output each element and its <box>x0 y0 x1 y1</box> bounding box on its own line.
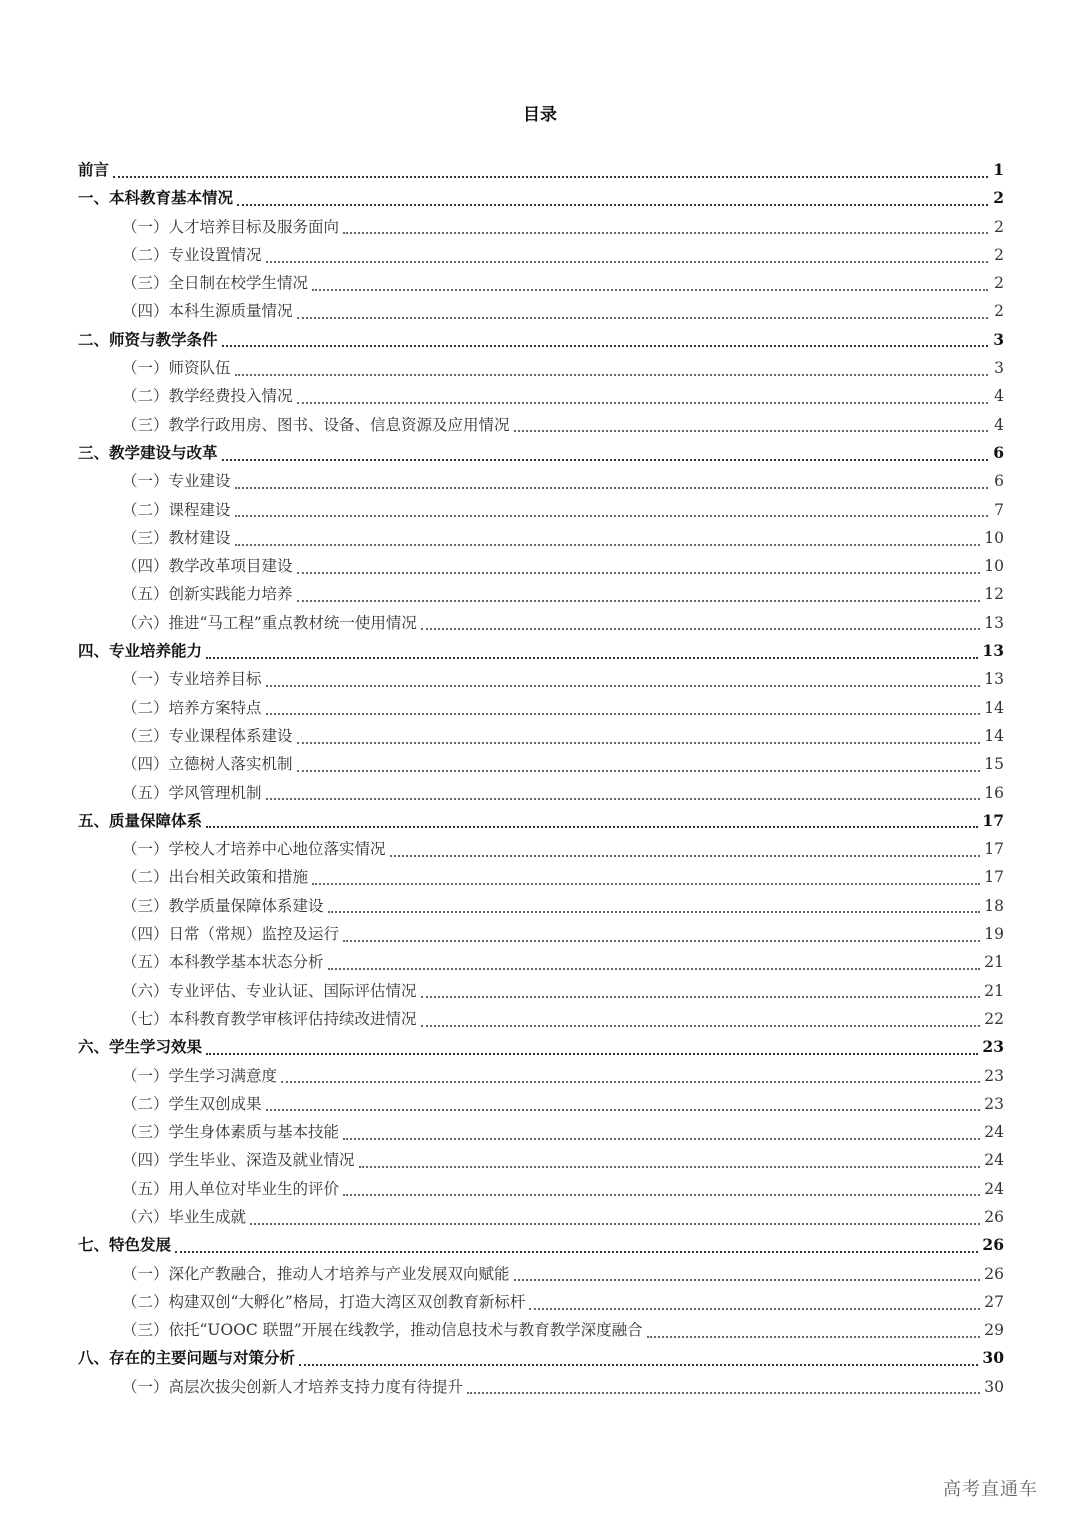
toc-subsection-entry[interactable] <box>78 1373 1004 1401</box>
dot-leader <box>237 203 988 206</box>
dot-leader <box>343 939 980 942</box>
toc-subsection-entry[interactable] <box>78 1146 1004 1174</box>
toc-subsection-entry[interactable] <box>78 1203 1004 1231</box>
dot-leader <box>421 1024 981 1027</box>
toc-page-number: 17 <box>982 810 1004 830</box>
toc-page-number: 18 <box>984 896 1004 915</box>
toc-page-number: 14 <box>984 726 1004 745</box>
dot-leader <box>312 882 980 885</box>
toc-page-number: 24 <box>984 1123 1004 1142</box>
toc-entry-label: 前言 <box>78 161 110 179</box>
toc-page-number: 4 <box>994 387 1004 406</box>
dot-leader <box>266 1108 981 1111</box>
dot-leader <box>281 1080 980 1083</box>
toc-section-entry[interactable] <box>78 1231 1004 1259</box>
toc-page-number: 10 <box>984 557 1004 576</box>
toc-page-number: 13 <box>984 613 1004 632</box>
toc-page-number: 23 <box>984 1094 1004 1113</box>
dot-leader <box>390 854 981 857</box>
toc-page-number: 15 <box>984 755 1004 774</box>
toc-section-entry[interactable] <box>78 807 1004 835</box>
dot-leader <box>343 231 988 234</box>
toc-entry-label: 二、师资与教学条件 <box>78 330 218 349</box>
toc-page-number: 17 <box>984 840 1004 859</box>
toc-page-number: 26 <box>984 1264 1004 1283</box>
toc-page-number: 1 <box>993 160 1004 179</box>
toc-subsection-entry[interactable] <box>78 467 1004 495</box>
dot-leader <box>266 684 981 687</box>
dot-leader <box>529 1307 980 1310</box>
watermark: 高考直通车 <box>943 1479 1038 1500</box>
dot-leader <box>206 656 978 659</box>
toc-entry-label: 八、存在的主要问题与对策分析 <box>78 1349 296 1368</box>
toc-page-number: 30 <box>982 1348 1004 1368</box>
toc-section-entry[interactable] <box>78 184 1004 212</box>
toc-entry-label: （一）专业建设 <box>122 472 231 491</box>
toc-entry-label: （一）高层次拔尖创新人才培养支持力度有待提升 <box>122 1377 464 1396</box>
toc-entry-label: 一、本科教育基本情况 <box>78 189 234 208</box>
dot-leader <box>222 344 988 347</box>
toc-entry-label: （七）本科教育教学审核评估持续改进情况 <box>122 1009 417 1028</box>
toc-entry-label: （二）课程建设 <box>122 500 231 519</box>
dot-leader <box>206 1052 978 1055</box>
dot-leader <box>297 769 981 772</box>
toc-subsection-entry[interactable] <box>78 665 1004 693</box>
toc-page-number: 27 <box>984 1292 1004 1311</box>
dot-leader <box>421 627 980 630</box>
toc-subsection-entry[interactable] <box>78 1062 1004 1090</box>
toc-page-number: 24 <box>984 1179 1004 1198</box>
toc-title: 目录 <box>523 105 557 125</box>
toc-entry-label: （五）创新实践能力培养 <box>122 585 293 604</box>
toc-entry-label: （三）学生身体素质与基本技能 <box>122 1123 340 1142</box>
dot-leader <box>647 1335 981 1338</box>
toc-entry-label: （二）出台相关政策和措施 <box>122 868 309 887</box>
toc-entry-label: 三、教学建设与改革 <box>78 443 218 462</box>
dot-leader <box>299 1363 978 1366</box>
toc-page-number: 2 <box>994 245 1004 264</box>
toc-page-number: 12 <box>984 585 1004 604</box>
dot-leader <box>235 373 988 376</box>
dot-leader <box>266 797 981 800</box>
toc-entry-label: （四）学生毕业、深造及就业情况 <box>122 1151 355 1170</box>
dot-leader <box>266 260 988 263</box>
toc-page-number: 10 <box>984 528 1004 547</box>
toc-page-number: 2 <box>993 188 1004 208</box>
toc-subsection-entry[interactable] <box>78 297 1004 325</box>
toc-subsection-entry[interactable] <box>78 1090 1004 1118</box>
toc-entry-label: （三）教学质量保障体系建设 <box>122 896 324 915</box>
toc-page-number: 30 <box>984 1377 1004 1396</box>
dot-leader <box>328 910 981 913</box>
toc-subsection-entry[interactable] <box>78 552 1004 580</box>
toc-page-number: 26 <box>984 1207 1004 1226</box>
dot-leader <box>297 316 988 319</box>
toc-subsection-entry[interactable] <box>78 213 1004 241</box>
toc-entry-label: （二）教学经费投入情况 <box>122 387 293 406</box>
toc-subsection-entry[interactable] <box>78 1175 1004 1203</box>
toc-subsection-entry[interactable] <box>78 977 1004 1005</box>
toc-page-number: 21 <box>984 981 1004 1000</box>
dot-leader <box>297 401 988 404</box>
toc-entry-label: （五）本科教学基本状态分析 <box>122 953 324 972</box>
toc-entry-label: （一）学生学习满意度 <box>122 1066 278 1085</box>
toc-subsection-entry[interactable] <box>78 1260 1004 1288</box>
toc-page-number: 3 <box>994 359 1004 378</box>
toc-subsection-entry[interactable] <box>78 863 1004 891</box>
dot-leader <box>266 712 981 715</box>
dot-leader <box>343 1193 980 1196</box>
toc-subsection-entry[interactable] <box>78 1288 1004 1316</box>
toc-page-number: 16 <box>984 783 1004 802</box>
dot-leader <box>297 741 981 744</box>
toc-page-number: 2 <box>994 217 1004 236</box>
toc-subsection-entry[interactable] <box>78 835 1004 863</box>
toc-entry-label: （三）依托“UOOC 联盟”开展在线教学，推动信息技术与教育教学深度融合 <box>122 1321 643 1340</box>
toc-subsection-entry[interactable] <box>78 580 1004 608</box>
toc-entry-label: 五、质量保障体系 <box>78 811 203 830</box>
toc-section-entry[interactable] <box>78 1344 1004 1372</box>
toc-section-entry[interactable] <box>78 637 1004 665</box>
toc-subsection-entry[interactable] <box>78 1005 1004 1033</box>
toc-page-number: 3 <box>993 329 1004 349</box>
toc-page-number: 7 <box>994 500 1004 519</box>
toc-page-number: 23 <box>984 1066 1004 1085</box>
toc-section-entry[interactable] <box>78 156 1004 184</box>
dot-leader <box>250 1222 980 1225</box>
dot-leader <box>235 486 988 489</box>
toc-page-number: 22 <box>984 1009 1004 1028</box>
toc-page-number: 17 <box>984 868 1004 887</box>
toc-entry-label: （三）全日制在校学生情况 <box>122 274 309 293</box>
toc-page-number: 13 <box>982 641 1004 661</box>
toc-entry-label: （五）用人单位对毕业生的评价 <box>122 1179 340 1198</box>
toc-entry-label: （六）推进“马工程”重点教材统一使用情况 <box>122 613 417 632</box>
dot-leader <box>113 175 988 178</box>
toc-page-number: 26 <box>982 1235 1004 1255</box>
toc-page-number: 6 <box>994 472 1004 491</box>
toc-entry-label: （四）本科生源质量情况 <box>122 302 293 321</box>
dot-leader <box>297 599 981 602</box>
toc-subsection-entry[interactable] <box>78 411 1004 439</box>
toc-subsection-entry[interactable] <box>78 920 1004 948</box>
toc-subsection-entry[interactable] <box>78 779 1004 807</box>
toc-page-number: 6 <box>993 442 1004 462</box>
toc-entry-label: （三）教材建设 <box>122 528 231 547</box>
toc-entry-label: （一）深化产教融合，推动人才培养与产业发展双向赋能 <box>122 1264 510 1283</box>
toc-entry-label: （二）学生双创成果 <box>122 1094 262 1113</box>
toc-subsection-entry[interactable] <box>78 892 1004 920</box>
toc-page-number: 4 <box>994 415 1004 434</box>
toc-entry-label: （五）学风管理机制 <box>122 783 262 802</box>
toc-entry-label: 四、专业培养能力 <box>78 642 203 661</box>
toc-subsection-entry[interactable] <box>78 382 1004 410</box>
dot-leader <box>206 825 978 828</box>
dot-leader <box>297 571 981 574</box>
toc-entry-label: （三）教学行政用房、图书、设备、信息资源及应用情况 <box>122 415 510 434</box>
toc-entry-label: （三）专业课程体系建设 <box>122 726 293 745</box>
dot-leader <box>235 543 981 546</box>
toc-entry-label: （一）人才培养目标及服务面向 <box>122 217 340 236</box>
toc-subsection-entry[interactable] <box>78 1316 1004 1344</box>
toc-section-entry[interactable] <box>78 439 1004 467</box>
toc-subsection-entry[interactable] <box>78 241 1004 269</box>
toc-entry-label: （四）日常（常规）监控及运行 <box>122 925 340 944</box>
toc-page-number: 2 <box>994 302 1004 321</box>
dot-leader <box>514 429 988 432</box>
toc-section-entry[interactable] <box>78 1033 1004 1061</box>
toc-page-number: 24 <box>984 1151 1004 1170</box>
toc-entry-label: （一）师资队伍 <box>122 359 231 378</box>
toc-subsection-entry[interactable] <box>78 269 1004 297</box>
dot-leader <box>175 1250 978 1253</box>
toc-entry-label: （四）教学改革项目建设 <box>122 557 293 576</box>
toc-entry-label: （二）专业设置情况 <box>122 245 262 264</box>
toc-page-number: 2 <box>994 274 1004 293</box>
toc-entry-label: （二）培养方案特点 <box>122 698 262 717</box>
dot-leader <box>421 995 981 998</box>
toc-page-number: 19 <box>984 925 1004 944</box>
dot-leader <box>359 1165 981 1168</box>
toc-entry-label: （四）立德树人落实机制 <box>122 755 293 774</box>
toc-page-number: 29 <box>984 1321 1004 1340</box>
dot-leader <box>514 1278 981 1281</box>
toc-page-number: 23 <box>982 1037 1004 1057</box>
toc-subsection-entry[interactable] <box>78 694 1004 722</box>
toc-section-entry[interactable] <box>78 326 1004 354</box>
toc-entry-label: （一）专业培养目标 <box>122 670 262 689</box>
toc-entry-label: （一）学校人才培养中心地位落实情况 <box>122 840 386 859</box>
toc-subsection-entry[interactable] <box>78 1118 1004 1146</box>
dot-leader <box>328 967 981 970</box>
toc-entry-label: （二）构建双创“大孵化”格局，打造大湾区双创教育新标杆 <box>122 1292 526 1311</box>
dot-leader <box>222 458 988 461</box>
dot-leader <box>343 1137 980 1140</box>
toc-subsection-entry[interactable] <box>78 524 1004 552</box>
toc-subsection-entry[interactable] <box>78 609 1004 637</box>
toc-page-number: 21 <box>984 953 1004 972</box>
toc-entry-label: （六）毕业生成就 <box>122 1207 247 1226</box>
toc-entry-label: （六）专业评估、专业认证、国际评估情况 <box>122 981 417 1000</box>
dot-leader <box>467 1391 980 1394</box>
dot-leader <box>312 288 988 291</box>
toc-page-number: 14 <box>984 698 1004 717</box>
toc-subsection-entry[interactable] <box>78 496 1004 524</box>
toc-entry-label: 六、学生学习效果 <box>78 1038 203 1057</box>
dot-leader <box>235 514 988 517</box>
table-of-contents <box>78 156 1004 1401</box>
toc-subsection-entry[interactable] <box>78 722 1004 750</box>
toc-page-number: 13 <box>984 670 1004 689</box>
toc-subsection-entry[interactable] <box>78 354 1004 382</box>
toc-entry-label: 七、特色发展 <box>78 1236 172 1255</box>
toc-subsection-entry[interactable] <box>78 750 1004 778</box>
toc-subsection-entry[interactable] <box>78 948 1004 976</box>
